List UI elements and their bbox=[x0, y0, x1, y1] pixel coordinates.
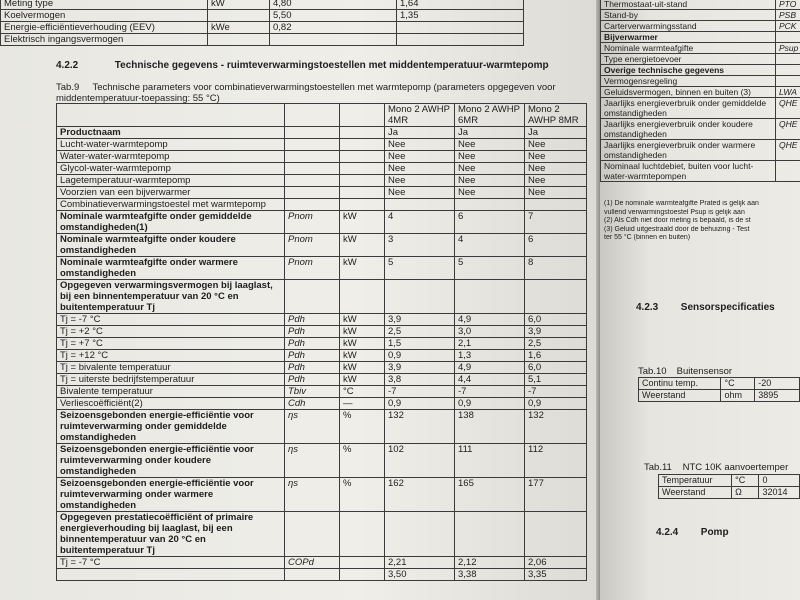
row-unit bbox=[340, 280, 385, 314]
row-unit bbox=[340, 512, 385, 557]
column-header: Mono 2 AWHP 6MR bbox=[455, 104, 525, 127]
row-unit: kW bbox=[340, 314, 385, 326]
section-number: 4.2.3 bbox=[636, 302, 659, 313]
row-symbol: ηs bbox=[285, 410, 340, 444]
section-heading-423 bbox=[636, 302, 775, 313]
row-value bbox=[385, 512, 455, 557]
row-symbol bbox=[285, 163, 340, 175]
table-row bbox=[57, 338, 587, 350]
row-value: 6,0 bbox=[525, 314, 587, 326]
top-table-cell: 1,35 bbox=[397, 10, 524, 22]
top-table-cell: Energie-efficiëntieverhouding (EEV) bbox=[1, 22, 208, 34]
row-unit: % bbox=[340, 478, 385, 512]
row-symbol bbox=[285, 280, 340, 314]
top-table-row bbox=[1, 22, 524, 34]
tab10-cell: 3895 bbox=[755, 390, 800, 402]
row-value: 4,9 bbox=[455, 314, 525, 326]
row-label: Opgegeven prestatiecoëfficiënt of primaire energieverhouding bij laaglast, bij een binnentemperatuur van 20 °C en buitentemperatuur Tj bbox=[57, 512, 285, 557]
row-value: Nee bbox=[455, 175, 525, 187]
row-value: Nee bbox=[385, 139, 455, 151]
row-value bbox=[455, 199, 525, 211]
row-label: Glycol-water-warmtepomp bbox=[57, 163, 285, 175]
right-row-symbol: Psup bbox=[776, 43, 800, 54]
row-value: 2,21 bbox=[385, 557, 455, 569]
row-value: 3,9 bbox=[525, 326, 587, 338]
top-table-cell: kW bbox=[208, 0, 270, 10]
table-row bbox=[57, 557, 587, 569]
right-page-table bbox=[600, 0, 800, 182]
section-title: Technische gegevens - ruimteverwarmingstoestellen met middentemperatuur-warmtepomp bbox=[114, 60, 549, 71]
row-value: 2,12 bbox=[455, 557, 525, 569]
tab11-body bbox=[659, 475, 800, 499]
tab11-row bbox=[659, 475, 800, 487]
tab10-body bbox=[639, 378, 800, 402]
tab10-cell: °C bbox=[721, 378, 755, 390]
row-unit: °C bbox=[340, 386, 385, 398]
footnote-line: (1) De nominale warmteafgifte Prated is gelijk aan bbox=[604, 200, 759, 207]
top-table-cell bbox=[270, 34, 397, 46]
tab10-title: Buitensensor bbox=[676, 366, 733, 377]
row-symbol bbox=[285, 151, 340, 163]
row-value: 165 bbox=[455, 478, 525, 512]
right-manual-page bbox=[600, 0, 800, 600]
row-value: 0,9 bbox=[455, 398, 525, 410]
row-value: 3 bbox=[385, 234, 455, 257]
table-row bbox=[57, 280, 587, 314]
row-value: 1,6 bbox=[525, 350, 587, 362]
top-table-cell: kWe bbox=[208, 22, 270, 34]
row-value: 4,9 bbox=[455, 362, 525, 374]
header-blank bbox=[340, 104, 385, 127]
row-value: 2,5 bbox=[385, 326, 455, 338]
row-unit bbox=[340, 199, 385, 211]
right-row-label: Stand-by bbox=[601, 10, 776, 21]
row-value: Ja bbox=[455, 127, 525, 139]
right-row-label: Thermostaat-uit-stand bbox=[601, 0, 776, 10]
row-label: Tj = +7 °C bbox=[57, 338, 285, 350]
footnote-line: (2) Als Cdh niet door meting is bepaald, is de st bbox=[604, 217, 751, 224]
right-row-symbol bbox=[776, 161, 800, 182]
row-unit bbox=[340, 127, 385, 139]
right-table-row bbox=[601, 10, 800, 21]
row-label: Tj = +2 °C bbox=[57, 326, 285, 338]
row-value bbox=[525, 512, 587, 557]
right-table-row bbox=[601, 87, 800, 98]
row-label: Tj = -7 °C bbox=[57, 557, 285, 569]
header-blank bbox=[285, 104, 340, 127]
row-value: -7 bbox=[455, 386, 525, 398]
top-table-cell: 1,64 bbox=[397, 0, 524, 10]
right-table-row bbox=[601, 0, 800, 10]
table-row bbox=[57, 187, 587, 199]
row-label: Tj = bivalente temperatuur bbox=[57, 362, 285, 374]
table-row bbox=[57, 350, 587, 362]
right-table-row bbox=[601, 161, 800, 182]
row-symbol: Pdh bbox=[285, 374, 340, 386]
row-value: Nee bbox=[455, 163, 525, 175]
row-label: Opgegeven verwarmingsvermogen bij laaglast, bij een binnentemperatuur van 20 °C en buitentemperatuur Tj bbox=[57, 280, 285, 314]
table-row bbox=[57, 127, 587, 139]
table-row bbox=[57, 374, 587, 386]
top-table-cell: Koelvermogen bbox=[1, 10, 208, 22]
top-table-row bbox=[1, 0, 524, 10]
table-caption bbox=[56, 82, 596, 104]
row-value: 0,9 bbox=[385, 398, 455, 410]
row-symbol: Pnom bbox=[285, 257, 340, 280]
table-row bbox=[57, 139, 587, 151]
row-value: 111 bbox=[455, 444, 525, 478]
table-row bbox=[57, 326, 587, 338]
right-table-row bbox=[601, 98, 800, 119]
top-table-cell: 0,82 bbox=[270, 22, 397, 34]
row-value: 102 bbox=[385, 444, 455, 478]
tab11-cell: Temperatuur bbox=[659, 475, 732, 487]
table-row bbox=[57, 199, 587, 211]
column-header: Mono 2 AWHP 8MR bbox=[525, 104, 587, 127]
top-table-cell: Meting type bbox=[1, 0, 208, 10]
tab11-row bbox=[659, 487, 800, 499]
table-row bbox=[57, 398, 587, 410]
table-row bbox=[57, 314, 587, 326]
ntc-sensor-table bbox=[658, 474, 800, 499]
row-label: Tj = -7 °C bbox=[57, 314, 285, 326]
right-row-symbol: QHE bbox=[776, 140, 800, 161]
right-row-label: Nominaal luchtdebiet, buiten voor lucht-water-warmtepompen bbox=[601, 161, 776, 182]
row-symbol: ηs bbox=[285, 478, 340, 512]
row-value: Nee bbox=[525, 151, 587, 163]
top-table-cell: 4,80 bbox=[270, 0, 397, 10]
right-row-symbol: QHE bbox=[776, 98, 800, 119]
row-label: Productnaam bbox=[57, 127, 285, 139]
footnotes bbox=[604, 200, 800, 243]
row-value: 3,0 bbox=[455, 326, 525, 338]
tab10-cell: Continu temp. bbox=[639, 378, 721, 390]
row-value: 3,35 bbox=[525, 569, 587, 581]
row-value: Nee bbox=[385, 163, 455, 175]
right-table-body bbox=[601, 0, 800, 182]
section-number: 4.2.4 bbox=[656, 527, 679, 538]
table-row bbox=[57, 512, 587, 557]
row-symbol: ηs bbox=[285, 444, 340, 478]
row-value: 3,9 bbox=[385, 362, 455, 374]
row-symbol: Pdh bbox=[285, 338, 340, 350]
table-row bbox=[57, 386, 587, 398]
row-value: 1,5 bbox=[385, 338, 455, 350]
table-row bbox=[57, 478, 587, 512]
top-partial-table bbox=[0, 0, 524, 46]
row-value: Nee bbox=[385, 151, 455, 163]
row-symbol bbox=[285, 139, 340, 151]
row-value bbox=[455, 512, 525, 557]
right-table-row bbox=[601, 119, 800, 140]
row-unit: kW bbox=[340, 374, 385, 386]
row-value bbox=[455, 280, 525, 314]
tab10-row bbox=[639, 390, 800, 402]
row-symbol: COPd bbox=[285, 557, 340, 569]
row-label: Nominale warmteafgifte onder gemiddelde omstandigheden(1) bbox=[57, 211, 285, 234]
row-value bbox=[385, 280, 455, 314]
row-unit bbox=[340, 151, 385, 163]
right-row-symbol: LWA bbox=[776, 87, 800, 98]
row-value: 2,06 bbox=[525, 557, 587, 569]
row-value: Nee bbox=[455, 151, 525, 163]
row-label: Seizoensgebonden energie-efficiëntie voor ruimteverwarming onder gemiddelde omstandigheden bbox=[57, 410, 285, 444]
row-value: 4 bbox=[385, 211, 455, 234]
row-value: Nee bbox=[455, 139, 525, 151]
right-row-symbol bbox=[776, 65, 800, 76]
row-value: Nee bbox=[455, 187, 525, 199]
row-unit bbox=[340, 187, 385, 199]
row-value: Ja bbox=[385, 127, 455, 139]
row-value: 177 bbox=[525, 478, 587, 512]
row-value: 4,4 bbox=[455, 374, 525, 386]
row-symbol: Pdh bbox=[285, 314, 340, 326]
right-row-symbol: PCK bbox=[776, 21, 800, 32]
row-value: 4 bbox=[455, 234, 525, 257]
row-unit: kW bbox=[340, 234, 385, 257]
table-body bbox=[57, 127, 587, 581]
row-symbol bbox=[285, 175, 340, 187]
row-label bbox=[57, 569, 285, 581]
right-table-row bbox=[601, 32, 800, 43]
top-table-row bbox=[1, 34, 524, 46]
right-row-symbol: PTO bbox=[776, 0, 800, 10]
row-symbol bbox=[285, 512, 340, 557]
top-table-row bbox=[1, 10, 524, 22]
row-label: Nominale warmteafgifte onder koudere omstandigheden bbox=[57, 234, 285, 257]
row-value: 6,0 bbox=[525, 362, 587, 374]
row-symbol bbox=[285, 187, 340, 199]
top-table-cell: Elektrisch ingangsvermogen bbox=[1, 34, 208, 46]
row-value: Nee bbox=[385, 175, 455, 187]
section-number: 4.2.2 bbox=[56, 60, 79, 71]
right-row-label: Jaarlijks energieverbruik onder gemiddelde omstandigheden bbox=[601, 98, 776, 119]
row-value: 6 bbox=[525, 234, 587, 257]
row-value: 5 bbox=[385, 257, 455, 280]
tab10-caption bbox=[638, 366, 732, 377]
section-heading-422 bbox=[56, 60, 549, 71]
row-unit: % bbox=[340, 410, 385, 444]
row-value: 0,9 bbox=[525, 398, 587, 410]
table-row bbox=[57, 444, 587, 478]
row-value: 132 bbox=[385, 410, 455, 444]
table-row bbox=[57, 234, 587, 257]
right-row-label: Nominale warmteafgifte bbox=[601, 43, 776, 54]
row-symbol: Cdh bbox=[285, 398, 340, 410]
row-label: Seizoensgebonden energie-efficiëntie voor ruimteverwarming onder warmere omstandigheden bbox=[57, 478, 285, 512]
row-label: Tj = +12 °C bbox=[57, 350, 285, 362]
row-label: Verliescoëfficiënt(2) bbox=[57, 398, 285, 410]
right-row-label: Bijverwarmer bbox=[601, 32, 776, 43]
column-header: Mono 2 AWHP 4MR bbox=[385, 104, 455, 127]
row-value bbox=[385, 199, 455, 211]
row-value: Nee bbox=[525, 175, 587, 187]
right-table-row bbox=[601, 21, 800, 32]
right-row-label: Geluidsvermogen, binnen en buiten (3) bbox=[601, 87, 776, 98]
row-label: Lagetemperatuur-warmtepomp bbox=[57, 175, 285, 187]
row-unit: kW bbox=[340, 326, 385, 338]
row-value: Nee bbox=[525, 163, 587, 175]
right-row-symbol: QHE bbox=[776, 119, 800, 140]
section-title: Sensorspecificaties bbox=[680, 302, 775, 313]
tab10-label: Tab.10 bbox=[638, 366, 667, 377]
table-row bbox=[57, 151, 587, 163]
top-table-cell bbox=[208, 34, 270, 46]
right-row-label: Jaarlijks energieverbruik onder warmere omstandigheden bbox=[601, 140, 776, 161]
right-row-label: Vermogensregeling bbox=[601, 76, 776, 87]
row-value: 1,3 bbox=[455, 350, 525, 362]
row-value: 2,5 bbox=[525, 338, 587, 350]
footnote-line: vullend verwarmingstoestel Psup is gelijk aan bbox=[604, 208, 745, 216]
row-value: 3,38 bbox=[455, 569, 525, 581]
header-blank bbox=[57, 104, 285, 127]
row-value: 3,50 bbox=[385, 569, 455, 581]
tab10-cell: ohm bbox=[721, 390, 755, 402]
top-table-cell: 5,50 bbox=[270, 10, 397, 22]
tab10-row bbox=[639, 378, 800, 390]
buitensensor-table bbox=[638, 377, 800, 402]
tab11-label: Tab.11 bbox=[644, 462, 672, 473]
row-symbol bbox=[285, 199, 340, 211]
top-table-cell bbox=[397, 22, 524, 34]
right-table-row bbox=[601, 76, 800, 87]
right-row-symbol bbox=[776, 76, 800, 87]
row-symbol: Pdh bbox=[285, 350, 340, 362]
row-symbol bbox=[285, 127, 340, 139]
tab11-cell: °C bbox=[732, 475, 759, 487]
row-value: 7 bbox=[525, 211, 587, 234]
row-unit: kW bbox=[340, 350, 385, 362]
right-row-symbol: PSB bbox=[776, 10, 800, 21]
right-table-row bbox=[601, 140, 800, 161]
row-value: 8 bbox=[525, 257, 587, 280]
technical-parameters-table bbox=[56, 103, 587, 581]
tab11-caption bbox=[644, 462, 788, 473]
row-value: 5 bbox=[455, 257, 525, 280]
tab11-title: NTC 10K aanvoertemper bbox=[682, 462, 789, 473]
row-value: Ja bbox=[525, 127, 587, 139]
row-unit bbox=[340, 569, 385, 581]
section-heading-424 bbox=[656, 527, 729, 538]
row-symbol: Pnom bbox=[285, 211, 340, 234]
row-symbol: Pdh bbox=[285, 362, 340, 374]
row-symbol: Pdh bbox=[285, 326, 340, 338]
row-value: 138 bbox=[455, 410, 525, 444]
tab11-cell: Weerstand bbox=[659, 487, 732, 499]
row-unit: kW bbox=[340, 211, 385, 234]
row-value: -7 bbox=[385, 386, 455, 398]
top-table-cell bbox=[208, 10, 270, 22]
table-row bbox=[57, 175, 587, 187]
row-value bbox=[525, 280, 587, 314]
row-label: Voorzien van een bijverwarmer bbox=[57, 187, 285, 199]
row-unit bbox=[340, 139, 385, 151]
tab11-cell: 0 bbox=[759, 475, 800, 487]
tab11-cell: 32014 bbox=[759, 487, 800, 499]
row-unit: — bbox=[340, 398, 385, 410]
top-table-body bbox=[1, 0, 524, 46]
row-value: 3,9 bbox=[385, 314, 455, 326]
row-symbol bbox=[285, 569, 340, 581]
row-unit: kW bbox=[340, 362, 385, 374]
table-row bbox=[57, 362, 587, 374]
row-unit bbox=[340, 175, 385, 187]
row-label: Combinatieverwarmingstoestel met warmtepomp bbox=[57, 199, 285, 211]
right-table-row bbox=[601, 65, 800, 76]
top-table-cell bbox=[397, 34, 524, 46]
section-title: Pomp bbox=[700, 527, 729, 538]
row-label: Nominale warmteafgifte onder warmere omstandigheden bbox=[57, 257, 285, 280]
table-row bbox=[57, 410, 587, 444]
row-unit: % bbox=[340, 444, 385, 478]
row-value: Nee bbox=[525, 187, 587, 199]
row-label: Lucht-water-warmtepomp bbox=[57, 139, 285, 151]
table-row bbox=[57, 257, 587, 280]
row-value: 3,8 bbox=[385, 374, 455, 386]
right-row-symbol bbox=[776, 54, 800, 65]
right-table-row bbox=[601, 43, 800, 54]
row-value: 2,1 bbox=[455, 338, 525, 350]
row-unit: kW bbox=[340, 257, 385, 280]
right-row-label: Carterverwarmingsstand bbox=[601, 21, 776, 32]
tab10-cell: Weerstand bbox=[639, 390, 721, 402]
right-row-label: Jaarlijks energieverbruik onder koudere omstandigheden bbox=[601, 119, 776, 140]
row-value: Nee bbox=[525, 139, 587, 151]
table-header-row bbox=[57, 104, 587, 127]
tab11-cell: Ω bbox=[732, 487, 759, 499]
table-row bbox=[57, 211, 587, 234]
footnote-line: (3) Geluid uitgestraald door de behuizing - Test bbox=[604, 225, 750, 233]
row-value bbox=[525, 199, 587, 211]
right-table-row bbox=[601, 54, 800, 65]
row-unit: kW bbox=[340, 338, 385, 350]
tab10-cell: -20 bbox=[755, 378, 800, 390]
row-value: 132 bbox=[525, 410, 587, 444]
row-label: Tj = uiterste bedrijfstemperatuur bbox=[57, 374, 285, 386]
row-value: 0,9 bbox=[385, 350, 455, 362]
row-symbol: Pnom bbox=[285, 234, 340, 257]
row-label: Water-water-warmtepomp bbox=[57, 151, 285, 163]
row-value: Nee bbox=[385, 187, 455, 199]
row-value: 112 bbox=[525, 444, 587, 478]
row-value: 6 bbox=[455, 211, 525, 234]
row-label: Seizoensgebonden energie-efficiëntie voor ruimteverwarming onder koudere omstandigheden bbox=[57, 444, 285, 478]
footnote-line: ter 55 °C (binnen en buiten) bbox=[604, 234, 691, 241]
caption-label: Tab.9 bbox=[56, 82, 80, 93]
row-value: 5,1 bbox=[525, 374, 587, 386]
caption-text: Technische parameters voor combinatieverwarmingstoestellen met warmtepomp (parameters opgegeven voor middentemperatuur-toepassing: 55 °C) bbox=[56, 82, 556, 104]
right-row-label: Type energietoevoer bbox=[601, 54, 776, 65]
row-value: 162 bbox=[385, 478, 455, 512]
row-value: -7 bbox=[525, 386, 587, 398]
table-row bbox=[57, 569, 587, 581]
table-row bbox=[57, 163, 587, 175]
row-unit bbox=[340, 557, 385, 569]
right-row-symbol bbox=[776, 32, 800, 43]
row-unit bbox=[340, 163, 385, 175]
right-row-label: Overige technische gegevens bbox=[601, 65, 776, 76]
row-symbol: Tbiv bbox=[285, 386, 340, 398]
row-label: Bivalente temperatuur bbox=[57, 386, 285, 398]
